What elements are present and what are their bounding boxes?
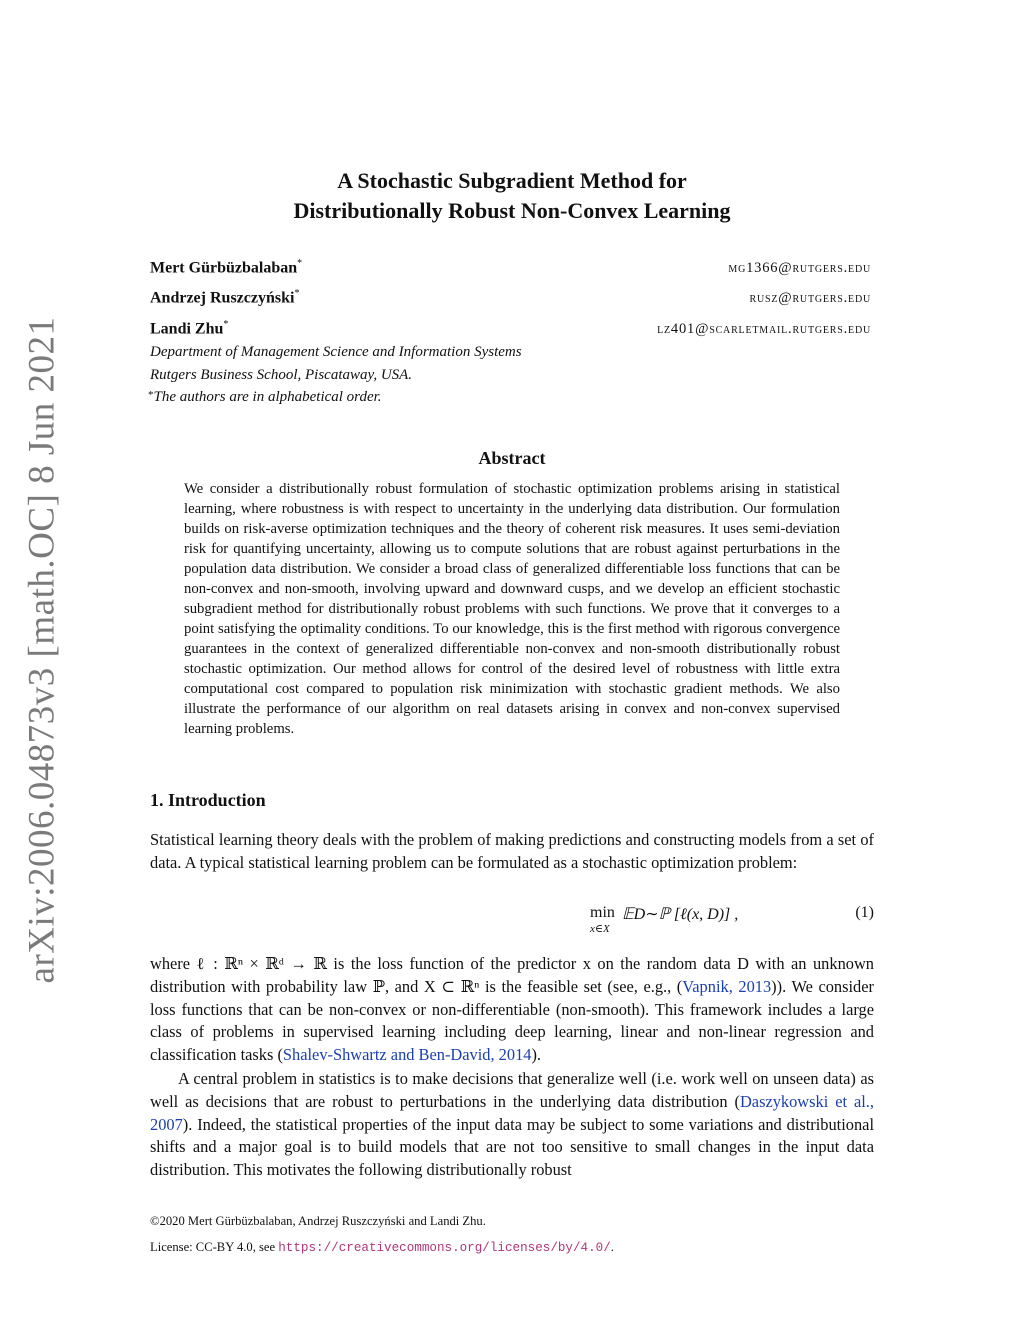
abstract-heading: Abstract — [478, 448, 546, 468]
author-3-email[interactable]: lz401@scarletmail.rutgers.edu — [657, 321, 871, 337]
citation-shalev-shwartz[interactable]: Shalev-Shwartz and Ben-David, 2014 — [282, 1045, 532, 1065]
citation-daszykowski[interactable]: Daszykowski et al., 2007 — [150, 1091, 874, 1134]
author-2-email[interactable]: rusz@rutgers.edu — [749, 290, 871, 306]
equation-1 — [150, 902, 874, 942]
authors-order-note: *The authors are in alphabetical order. — [148, 389, 382, 405]
intro-paragraph-3: A central problem in statistics is to make decisions that generalize well (i.e. work well on unseen data) as well as decisions that are robust to perturbations in the underlying data distribution (Daszykowski et al., 2007). Indeed, the statistical properties of the input data may be subject to some variations and distributional shifts and a major goal is to build models that are not too sensitive to small changes in the input data distribution. This motivates the following distributionally robust — [150, 1069, 874, 1180]
eq-expression: 𝔼D∼ℙ [ℓ(x, D)] , — [622, 906, 739, 923]
license-link[interactable]: https://creativecommons.org/licenses/by/4.0/ — [278, 1241, 611, 1255]
title-line-1: A Stochastic Subgradient Method for — [337, 168, 687, 193]
intro-paragraph-1: Statistical learning theory deals with the problem of making predictions and constructing models from a set of data. A typical statistical learning problem can be formulated as a stochastic optimization problem: — [150, 830, 874, 872]
eq-min: min — [590, 904, 615, 921]
section-heading-introduction: 1. Introduction — [150, 790, 266, 810]
author-1-email[interactable]: mg1366@rutgers.edu — [728, 260, 871, 276]
copyright-footnote: ©2020 Mert Gürbüzbalaban, Andrzej Ruszczyński and Landi Zhu. — [150, 1214, 486, 1228]
license-footnote: License: CC-BY 4.0, see https://creativecommons.org/licenses/by/4.0/. — [150, 1240, 614, 1255]
intro-paragraph-2: where ℓ : ℝⁿ × ℝᵈ → ℝ is the loss function of the predictor x on the random data D with an unknown distribution with probability law ℙ, and X ⊂ ℝⁿ is the feasible set (see, e.g., (Vapnik, 2013)). We consider loss functions that can be non-convex or non-differentiable (non-smooth). This framework includes a large class of problems in supervised learning including deep learning, linear and non-linear regression and classification tasks (Shalev-Shwartz and Ben-David, 2014). — [150, 954, 874, 1065]
arxiv-id-text: arXiv:2006.04873v3 [math.OC] 8 Jun 2021 — [21, 316, 63, 984]
affiliation-line-1: Department of Management Science and Information Systems — [150, 344, 522, 360]
paper-title — [0, 166, 1024, 226]
affiliation-line-2: Rutgers Business School, Piscataway, USA. — [150, 367, 413, 383]
author-2: Andrzej Ruszczyński* — [150, 288, 300, 307]
arxiv-identifier-sidebar — [21, 316, 63, 984]
abstract-body: We consider a distributionally robust formulation of stochastic optimization problems arising in statistical learning, where robustness is with respect to uncertainty in the underlying data distribution. Our formulation builds on risk-averse optimization techniques and the theory of coherent risk measures. It uses semi-deviation risk for quantifying uncertainty, allowing us to compute solutions that are robust against perturbations in the population data distribution. We consider a broad class of generalized differentiable loss functions that can be non-convex and non-smooth, involving upward and downward cusps, and we develop an efficient stochastic subgradient method for distributionally robust problems with such functions. We prove that it converges to a point satisfying the optimality conditions. To our knowledge, this is the first method with rigorous convergence guarantees in the context of generalized differentiable non-convex and non-smooth distributionally robust stochastic optimization. Our method allows for control of the desired level of robustness with little extra computational cost compared to population risk minimization with stochastic gradient methods. We also illustrate the performance of our algorithm on real datasets arising in convex and non-convex supervised learning problems. — [184, 481, 840, 737]
title-line-2: Distributionally Robust Non-Convex Learning — [293, 198, 731, 223]
author-3: Landi Zhu* — [150, 319, 229, 338]
eq-number: (1) — [855, 904, 874, 921]
eq-subscript: x∈X — [590, 923, 610, 935]
author-1: Mert Gürbüzbalaban* — [150, 258, 303, 277]
citation-vapnik[interactable]: Vapnik, 2013 — [682, 976, 772, 996]
